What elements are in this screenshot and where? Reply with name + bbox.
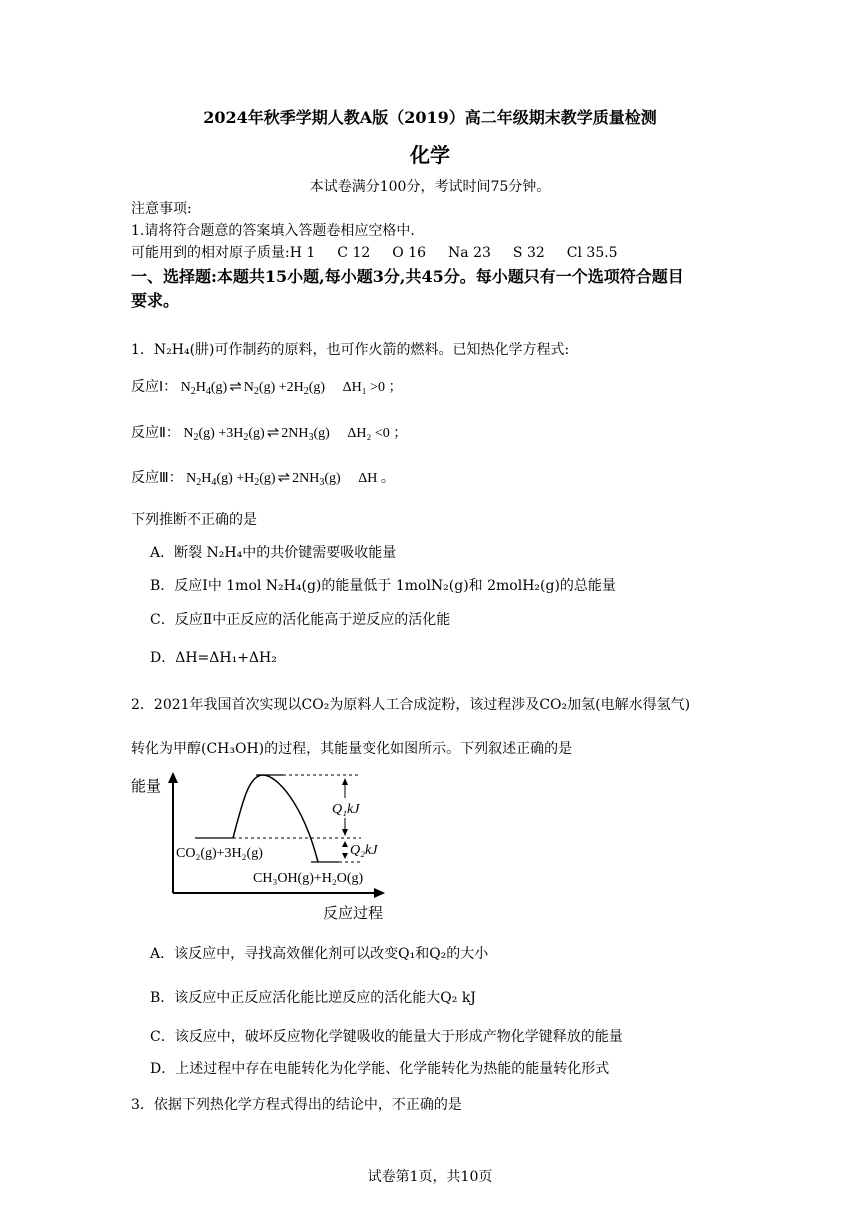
q1-reaction-1-label: 反应Ⅰ： xyxy=(131,380,178,395)
notes-line-1: 1.请将符合题意的答案填入答题卷相应空格中. xyxy=(131,223,415,239)
q2-option-a: A．该反应中，寻找高效催化剂可以改变Q₁和Q₂的大小 xyxy=(150,946,489,962)
notes-heading: 注意事项: xyxy=(131,201,192,217)
q2-option-d: D．上述过程中存在电能转化为化学能、化学能转化为热能的能量转化形式 xyxy=(150,1061,610,1077)
q1-reaction-2-dh: ΔH₂ <0 ； xyxy=(347,426,408,441)
equilibrium-arrow-icon: ⇌ xyxy=(229,379,242,395)
atomic-mass-h: H 1 xyxy=(289,245,316,261)
atomic-mass-na: Na 23 xyxy=(448,245,491,261)
subject-title: 化学 xyxy=(410,143,450,167)
q2-option-c: C．该反应中，破坏反应物化学键吸收的能量大于形成产物化学键释放的能量 xyxy=(150,1029,623,1045)
q2-arrow-up-icon xyxy=(342,841,348,847)
diagram-x-label: 反应过程 xyxy=(323,906,384,922)
atomic-mass-cl: Cl 35.5 xyxy=(566,245,618,261)
q2-stem-line1: 2．2021年我国首次实现以CO₂为原料人工合成淀粉，该过程涉及CO₂加氢(电解水得氢气) xyxy=(131,697,691,713)
exam-info: 本试卷满分100分，考试时间75分钟。 xyxy=(309,179,551,195)
section-heading-line1: 一、选择题:本题共15小题,每小题3分,共45分。每小题只有一个选项符合题目 xyxy=(131,267,684,286)
q1-option-c: C．反应Ⅱ中正反应的活化能高于逆反应的活化能 xyxy=(150,612,451,628)
q1-energy-label: Q₁kJ xyxy=(332,802,360,817)
q1-reaction-2: 反应Ⅱ： $N_2(g) +3H_2(g)$ ⇌ $2NH_3(g)$ ΔH₂ <0 ； xyxy=(131,425,408,443)
energy-diagram xyxy=(125,768,405,926)
reactants-label: CO₂(g)+3H₂(g) xyxy=(176,846,263,861)
q2-stem-line2: 转化为甲醇(CH₃OH)的过程，其能量变化如图所示。下列叙述正确的是 xyxy=(131,741,573,757)
q1-option-a: A．断裂 N₂H₄中的共价键需要吸收能量 xyxy=(150,545,397,561)
x-axis-arrow-icon xyxy=(374,888,385,898)
y-axis-arrow-icon xyxy=(168,772,178,783)
atomic-mass-label: 可能用到的相对原子质量: xyxy=(131,245,290,261)
q2-arrow-down-icon xyxy=(342,853,348,859)
section-heading-line2: 要求。 xyxy=(131,291,180,310)
q1-arrow-down-icon xyxy=(342,829,348,836)
q1-reaction-1: 反应Ⅰ： $N_2H_4(g)$ ⇌ $N_2(g) +2H_2(g)$ ΔH₁ >0 ； xyxy=(131,379,403,397)
atomic-mass-s: S 32 xyxy=(512,245,545,261)
q1-option-d: D．ΔH=ΔH₁+ΔH₂ xyxy=(150,650,277,666)
atomic-mass-line xyxy=(131,242,618,262)
atomic-mass-o: O 16 xyxy=(392,245,427,261)
q3-stem: 3．依据下列热化学方程式得出的结论中，不正确的是 xyxy=(131,1097,462,1113)
exam-title: 2024年秋季学期人教A版（2019）高二年级期末教学质量检测 xyxy=(203,108,657,127)
q2-energy-label: Q₂kJ xyxy=(350,843,378,858)
diagram-y-label: 能量 xyxy=(131,779,162,795)
q1-reaction-3-label: 反应Ⅲ： xyxy=(131,471,183,486)
q1-arrow-up-icon xyxy=(342,778,348,785)
page-footer: 试卷第1页，共10页 xyxy=(367,1169,493,1185)
q1-reaction-1-dh: ΔH₁ >0 ； xyxy=(342,380,403,395)
q1-reaction-3-dh: ΔH 。 xyxy=(358,471,395,486)
equilibrium-arrow-icon: ⇌ xyxy=(277,470,291,486)
atomic-mass-c: C 12 xyxy=(337,245,371,261)
q1-option-b: B．反应Ⅰ中 1mol N₂H₄(g)的能量低于 1molN₂(g)和 2molH₂(g)的总能量 xyxy=(150,578,616,594)
q1-reaction-3: 反应Ⅲ： $N_2H_4(g) +H_2(g)$ ⇌ $2NH_3(g)$ ΔH 。 xyxy=(131,470,395,488)
q2-option-b: B．该反应中正反应活化能比逆反应的活化能大Q₂ kJ xyxy=(150,990,476,1006)
q1-reaction-2-label: 反应Ⅱ： xyxy=(131,426,180,441)
q1-stem: 1．N₂H₄(肼)可作制药的原料，也可作火箭的燃料。已知热化学方程式: xyxy=(131,342,570,358)
equilibrium-arrow-icon: ⇌ xyxy=(266,425,280,441)
products-label: CH₃OH(g)+H₂O(g) xyxy=(253,871,364,886)
q1-ask: 下列推断不正确的是 xyxy=(131,512,257,528)
